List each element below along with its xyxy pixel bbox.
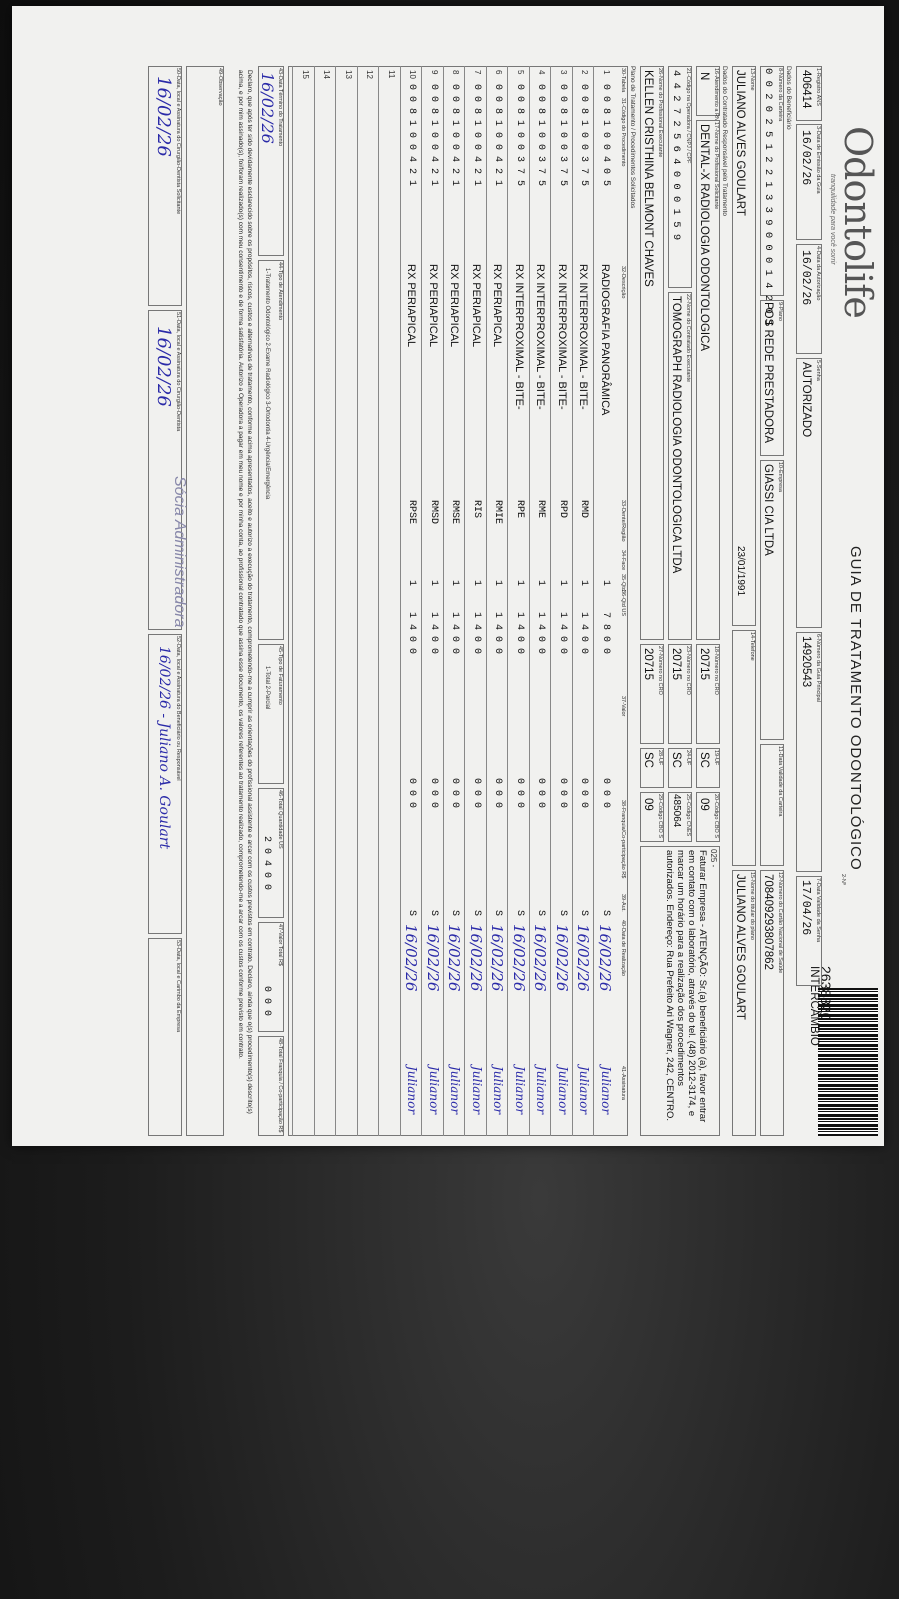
field-18-value: 20715 xyxy=(698,648,710,680)
procedure-description: RX INTERPROXIMAL - BITE- xyxy=(513,264,525,410)
procedure-aut: S xyxy=(406,910,418,917)
page-number-label: 2-Nº xyxy=(840,874,846,885)
guide-type: INTERCÂMBIO xyxy=(808,966,820,1046)
field-49-box xyxy=(186,66,224,1136)
procedure-date: 16/02/26 xyxy=(424,924,442,992)
field-10-value: GIASSI CIA LTDA xyxy=(762,464,774,556)
procedure-date: 16/02/26 xyxy=(488,924,507,992)
procedure-value: 0 0 0 xyxy=(406,778,418,809)
procedure-qty: 1 xyxy=(492,580,504,587)
col-face-header: 34-Face xyxy=(620,550,626,571)
field-44-label: 44-Tipo de Atendimento xyxy=(277,262,283,321)
procedure-value: 0 0 0 xyxy=(578,778,590,809)
row-number: 9 xyxy=(430,70,439,75)
field-9-value: POS REDE PRESTADORA xyxy=(762,302,774,444)
row-divider xyxy=(314,66,315,1136)
procedure-aut: S xyxy=(578,910,590,917)
row-divider xyxy=(529,66,530,1136)
row-number: 7 xyxy=(473,70,482,75)
col-qtyus-header: 36-Qtd US xyxy=(620,590,626,616)
row-divider xyxy=(422,66,423,1136)
procedure-value: 0 0 0 xyxy=(535,778,547,809)
procedure-qty-us: 1 4 0 0 xyxy=(492,612,504,655)
field-18-label: 18-Número no CRO xyxy=(713,646,719,695)
field-25-value: 485064 xyxy=(671,794,682,828)
brand-tagline: tranquilidade para você sorrir xyxy=(829,174,836,265)
row-divider xyxy=(551,66,552,1136)
row-divider xyxy=(293,66,294,1136)
field-22-value: TOMOGRAPH RADIOLOGIA ODONTOLOGICA LTDA xyxy=(670,296,682,574)
procedure-qty: 1 xyxy=(578,580,590,587)
procedure-date: 16/02/26 xyxy=(596,924,614,992)
row-divider xyxy=(594,66,595,1136)
procedure-code: 0 0 8 1 0 0 3 7 5 xyxy=(535,84,547,187)
field-43-value: 16/02/26 xyxy=(258,72,277,144)
declaration-text: Declaro, que após ter sido devidamente esclarecido sobre os propósitos, riscos, custos e alternativas de tratamento, conforme acima apresentados, aceito e autorizo a execução do tratamento, comprometendo-me a cumprir as orientações do profissional assistente e arcar com os custos previstos em contrato. Declaro, ainda que o(s) procedimento(s) descrito(s) acima, e por mim assinado(s), foi/foram realizado(s) com meu consentimento e de forma satisfatória. Autorizo a Operadora a pagar em meu nome e por minha conta, ao profissional contratado que assina esse documento, os valores referentes ao tratamento realizado, comprometendo-me a arcar com os custos conforme previsto em contrato. xyxy=(237,70,253,1114)
tooth-region: RMIE xyxy=(492,500,504,525)
procedure-code: 0 0 8 1 0 0 4 2 1 xyxy=(449,84,461,187)
row-number: 3 xyxy=(559,70,568,75)
procedure-date: 16/02/26 xyxy=(445,924,464,992)
procedure-signature: Julianor xyxy=(577,1066,592,1115)
field-26-label: 26-Nome do Profissional Executante xyxy=(657,68,663,158)
row-divider xyxy=(465,66,466,1136)
field-8-label: 8-Número da Carteira xyxy=(777,68,783,122)
field-7-value: 17/04/26 xyxy=(799,880,812,936)
field-6-value: 14920543 xyxy=(800,636,812,688)
field-47-value: 0 0 0 xyxy=(261,986,272,1017)
observation-label: 025 - xyxy=(709,849,718,868)
field-52-label: 52-Data, local e Assinatura do Beneficiário ou Responsável xyxy=(175,636,181,781)
tooth-region: RIS xyxy=(471,500,482,519)
procedure-qty-us: 1 4 0 0 xyxy=(535,612,547,655)
procedure-signature: Julianor xyxy=(599,1066,613,1115)
procedure-qty-us: 1 4 0 0 xyxy=(406,612,418,655)
tooth-region: RMSE xyxy=(449,500,461,525)
col-date-header: 40-Data de Realização xyxy=(620,920,626,976)
field-11-label: 11-Data Validade da Carteira xyxy=(777,746,783,817)
observation-text: Faturar Empresa - ATENÇÃO: Sr.(a) beneficiário (a), favor entrar em contato com o laboratório, através do tel. (48) 2012-3174, e marcar um horário para a realização dos procedimentos autorizados. Endereço: Rua Prefeito Ari Wagner, 242, CENTRO. xyxy=(664,850,708,1123)
procedure-aut: S xyxy=(471,910,482,917)
field-17-label: 17-Nome do Profissional Solicitante xyxy=(713,122,719,210)
procedure-code: 0 0 8 1 0 0 4 0 5 xyxy=(600,84,611,187)
field-45-label: 45-Tipo de Faturamento xyxy=(277,646,283,705)
row-number: 5 xyxy=(516,70,525,75)
field-1-label: 1-Registro ANS xyxy=(815,68,821,106)
procedure-qty: 1 xyxy=(406,580,418,587)
field-6-label: 6-Número da Guia Principal xyxy=(815,634,821,702)
beneficiary-section-title: Dados do Beneficiário xyxy=(785,66,792,130)
row-divider xyxy=(336,66,337,1136)
procedure-value: 0 0 0 xyxy=(449,778,461,809)
procedure-value: 0 0 0 xyxy=(514,778,525,809)
field-4-value: 16/02/26 xyxy=(799,250,812,306)
tooth-region: RME xyxy=(535,500,547,519)
field-25-label: 25-Código CNES xyxy=(685,794,691,837)
field-50-value: 16/02/26 xyxy=(153,76,174,157)
procedure-code: 0 0 8 1 0 0 3 7 5 xyxy=(578,84,590,187)
col-value-header: 37-Valor xyxy=(620,696,626,717)
procedure-qty-us: 1 4 0 0 xyxy=(514,612,525,655)
procedure-code: 0 0 8 1 0 0 3 7 5 xyxy=(514,84,525,187)
field-28-value: SC xyxy=(642,752,654,768)
field-9-label: 9-Plano xyxy=(777,302,783,321)
procedure-date: 16/02/26 xyxy=(553,924,571,992)
field-51-label: 51-Data, local e Assinatura do Cirurgião-Dentista xyxy=(175,312,181,432)
field-51-value: 16/02/26 xyxy=(153,326,174,407)
provider-section-title: Dados do Contratado Responsável pelo Tratamento xyxy=(721,66,728,216)
field-7-label: 7-Data Validade da Senha xyxy=(815,878,821,943)
col-tooth-header: 33-Dente/Região xyxy=(620,500,626,542)
field-43-label: 43-Data Término do Tratamento xyxy=(277,68,283,147)
field-15-value: JULIANO ALVES GOULART xyxy=(734,874,746,1020)
procedure-signature: Julianor xyxy=(405,1066,420,1115)
procedure-description: RX INTERPROXIMAL - BITE- xyxy=(534,264,547,410)
field-26-value: KELLEN CRISTHINA BELMONT CHAVES xyxy=(642,70,654,287)
procedure-code: 0 0 8 1 0 0 4 2 1 xyxy=(428,84,439,187)
procedure-date: 16/02/26 xyxy=(467,924,485,992)
procedure-qty: 1 xyxy=(557,580,568,587)
col-aut-header: 39-Aut. xyxy=(620,894,626,912)
procedure-signature: Julianor xyxy=(534,1066,549,1115)
procedure-description: RX PERIAPICAL xyxy=(427,264,439,348)
procedure-aut: S xyxy=(514,910,525,917)
row-number: 10 xyxy=(408,70,418,79)
row-number: 15 xyxy=(301,70,310,79)
field-29-label: 29-Código CBO S xyxy=(657,794,663,839)
field-13-label: 13-Nome xyxy=(749,68,755,91)
form-title: GUIA DE TRATAMENTO ODONTOLÓGICO xyxy=(847,546,864,871)
field-14-box xyxy=(732,630,756,866)
row-divider xyxy=(486,66,487,1136)
field-45-value: 1-Total 2-Parcial xyxy=(264,666,270,710)
field-20-value: 09 xyxy=(698,798,710,811)
form-sheet xyxy=(12,6,884,1146)
col-code-header: 31-Código do Procedimento xyxy=(620,98,626,167)
procedure-qty-us: 1 4 0 0 xyxy=(471,612,482,655)
procedure-code: 0 0 8 1 0 0 4 2 1 xyxy=(492,84,504,187)
field-19-value: SC xyxy=(698,752,710,768)
birth-date: 23/01/1991 xyxy=(735,546,746,597)
row-number: 6 xyxy=(494,70,504,75)
field-28-label: 28-UF xyxy=(657,750,663,766)
field-44-value: 1-Tratamento Odontológico 2-Exame Radiológico 3-Ortodontia 4-Urgência/Emergência xyxy=(264,268,270,500)
field-47-label: 47-Valor Total R$ xyxy=(277,924,283,966)
procedure-aut: S xyxy=(557,910,568,917)
procedure-date: 16/02/26 xyxy=(574,924,593,992)
field-24-label: 24-UF xyxy=(685,750,691,766)
procedure-description: RX INTERPROXIMAL - BITE- xyxy=(577,264,590,410)
field-16-value: N xyxy=(698,72,710,81)
procedure-qty: 1 xyxy=(535,580,547,587)
procedure-signature: Julianor xyxy=(556,1066,570,1115)
field-14-label: 14-Telefone xyxy=(749,632,755,661)
field-3-value: 16/02/26 xyxy=(799,130,812,186)
field-46-label: 46-Total Quantidade US xyxy=(277,790,283,849)
row-divider xyxy=(357,66,358,1136)
field-48-label: 48-Total Franquia / Co-participação R$ xyxy=(277,1038,283,1133)
company-stamp: Sócia Administradora xyxy=(171,476,188,628)
procedure-signature: Julianor xyxy=(513,1066,527,1115)
field-4-label: 4-Data da Autorização xyxy=(815,246,821,301)
row-divider xyxy=(379,66,380,1136)
procedure-description: RX PERIAPICAL xyxy=(405,264,418,348)
field-22-label: 22-Nome do Contratado Executante xyxy=(685,294,691,383)
field-12-label: 12-Número do Cartão Nacional de Saúde xyxy=(777,872,783,974)
field-21-label: 21-Código na Operadora / CNPJ / CPF xyxy=(685,68,691,164)
field-12-value: 708409293807862 xyxy=(762,874,774,970)
tooth-region: RPSE xyxy=(406,500,418,525)
col-franchise-header: 38-Franquia/Co-participação R$ xyxy=(620,800,626,879)
col-sig-header: 41-Assinatura xyxy=(620,1066,626,1100)
procedure-qty: 1 xyxy=(514,580,525,587)
procedure-code: 0 0 8 1 0 0 4 2 1 xyxy=(471,84,482,187)
procedure-aut: S xyxy=(449,910,461,917)
procedure-value: 0 0 0 xyxy=(492,778,504,809)
field-17-value: DENTAL-X RADIOLOGIA ODONTOLOGICA xyxy=(698,124,710,352)
procedure-aut: S xyxy=(535,910,547,917)
procedure-date: 16/02/26 xyxy=(531,924,550,992)
row-number: 12 xyxy=(365,70,375,79)
procedure-description: RX PERIAPICAL xyxy=(491,264,504,348)
col-qty-header: 35-Qtd xyxy=(620,574,626,591)
row-number: 8 xyxy=(451,70,461,75)
field-21-value: 4 4 2 7 2 5 6 4 0 0 0 1 5 9 xyxy=(670,70,682,241)
tooth-region: RPE xyxy=(514,500,525,519)
procedure-aut: S xyxy=(428,910,439,917)
procedure-value: 0 0 0 xyxy=(428,778,439,809)
field-27-label: 27-Número no CRO xyxy=(657,646,663,695)
row-divider xyxy=(400,66,401,1136)
procedure-date: 16/02/26 xyxy=(402,924,421,992)
field-10-label: 10-Empresa xyxy=(777,462,783,492)
field-53-label: 53-Data, local e Carimbo da Empresa xyxy=(175,940,181,1033)
field-8-value: 0 0 2 0 2 5 1 2 2 1 3 3 9 0 0 0 1 4 2 0 1 xyxy=(762,68,774,327)
procedure-value: 0 0 0 xyxy=(471,778,482,809)
row-divider xyxy=(443,66,444,1136)
procedure-aut: S xyxy=(600,910,611,917)
procedure-qty-us: 1 4 0 0 xyxy=(428,612,439,655)
field-1-value: 406414 xyxy=(800,70,812,109)
guide-number: 2638820 xyxy=(818,966,834,1021)
row-number: 11 xyxy=(387,70,396,79)
field-23-label: 23-Número no CRO xyxy=(685,646,691,695)
procedure-qty: 1 xyxy=(471,580,482,587)
field-46-value: 2 0 4 0 0 xyxy=(261,836,272,891)
procedures-section-title: Plano de Tratamento / Procedimentos Solicitados xyxy=(629,66,636,209)
procedure-description: RX PERIAPICAL xyxy=(448,264,461,348)
row-divider xyxy=(508,66,509,1136)
row-divider xyxy=(572,66,573,1136)
procedure-description: RX PERIAPICAL xyxy=(470,264,482,348)
field-19-label: 19-UF xyxy=(713,750,719,766)
procedure-description: RADIOGRAFIA PANORÂMICA xyxy=(599,264,611,416)
procedure-date: 16/02/26 xyxy=(510,924,528,992)
procedure-qty-us: 1 4 0 0 xyxy=(449,612,461,655)
brand-logo: Odontolife xyxy=(836,126,880,318)
field-24-value: SC xyxy=(670,752,682,768)
field-16-label: 16-Atendimento a RN xyxy=(713,68,719,121)
field-20-label: 20-Código CBO S xyxy=(713,794,719,839)
field-3-label: 3-Data de Emissão da Guia xyxy=(815,126,821,194)
field-5-value: AUTORIZADO xyxy=(800,362,812,438)
procedure-code: 0 0 8 1 0 0 4 2 1 xyxy=(406,84,418,187)
procedure-signature: Julianor xyxy=(448,1066,463,1115)
col-desc-header: 32-Descrição xyxy=(620,266,626,299)
procedure-qty-us: 7 8 0 0 xyxy=(600,612,611,655)
field-23-value: 20715 xyxy=(670,648,682,680)
field-15-label: 15-Nome do titular do plano xyxy=(749,872,755,940)
field-49-label: 49-Observação xyxy=(217,68,223,106)
field-27-value: 20715 xyxy=(642,648,654,680)
procedure-qty-us: 1 4 0 0 xyxy=(557,612,568,655)
procedure-value: 0 0 0 xyxy=(557,778,568,809)
row-number: 2 xyxy=(580,70,590,75)
procedure-signature: Julianor xyxy=(470,1066,484,1115)
row-number: 13 xyxy=(344,70,353,79)
procedure-code: 0 0 8 1 0 0 3 7 5 xyxy=(557,84,568,187)
field-29-value: 09 xyxy=(642,798,654,811)
procedure-qty: 1 xyxy=(428,580,439,587)
procedure-signature: Julianor xyxy=(491,1066,506,1115)
procedure-description: RX INTERPROXIMAL - BITE- xyxy=(556,264,568,410)
field-5-label: 5-Senha xyxy=(815,360,821,381)
procedure-qty: 1 xyxy=(600,580,611,587)
field-50-label: 50-Data, local e Assinatura do Cirurgião-Dentista Solicitante xyxy=(175,68,181,215)
col-table-header: 30-Tabela xyxy=(620,68,626,93)
tooth-region: RMSD xyxy=(428,500,439,525)
procedure-qty: 1 xyxy=(449,580,461,587)
tooth-region: RPD xyxy=(557,500,568,519)
procedure-signature: Julianor xyxy=(427,1066,441,1115)
procedure-value: 0 0 0 xyxy=(600,778,611,809)
tooth-region: RMD xyxy=(578,500,590,519)
row-number: 14 xyxy=(322,70,332,79)
field-52-value: 16/02/26 - Juliano A. Goulart xyxy=(156,646,172,850)
field-13-value: JULIANO ALVES GOULART xyxy=(734,70,746,216)
row-number: 4 xyxy=(537,70,547,75)
procedure-qty-us: 1 4 0 0 xyxy=(578,612,590,655)
procedure-aut: S xyxy=(492,910,504,917)
row-number: 1 xyxy=(602,70,611,75)
rotated-form xyxy=(12,6,884,1146)
